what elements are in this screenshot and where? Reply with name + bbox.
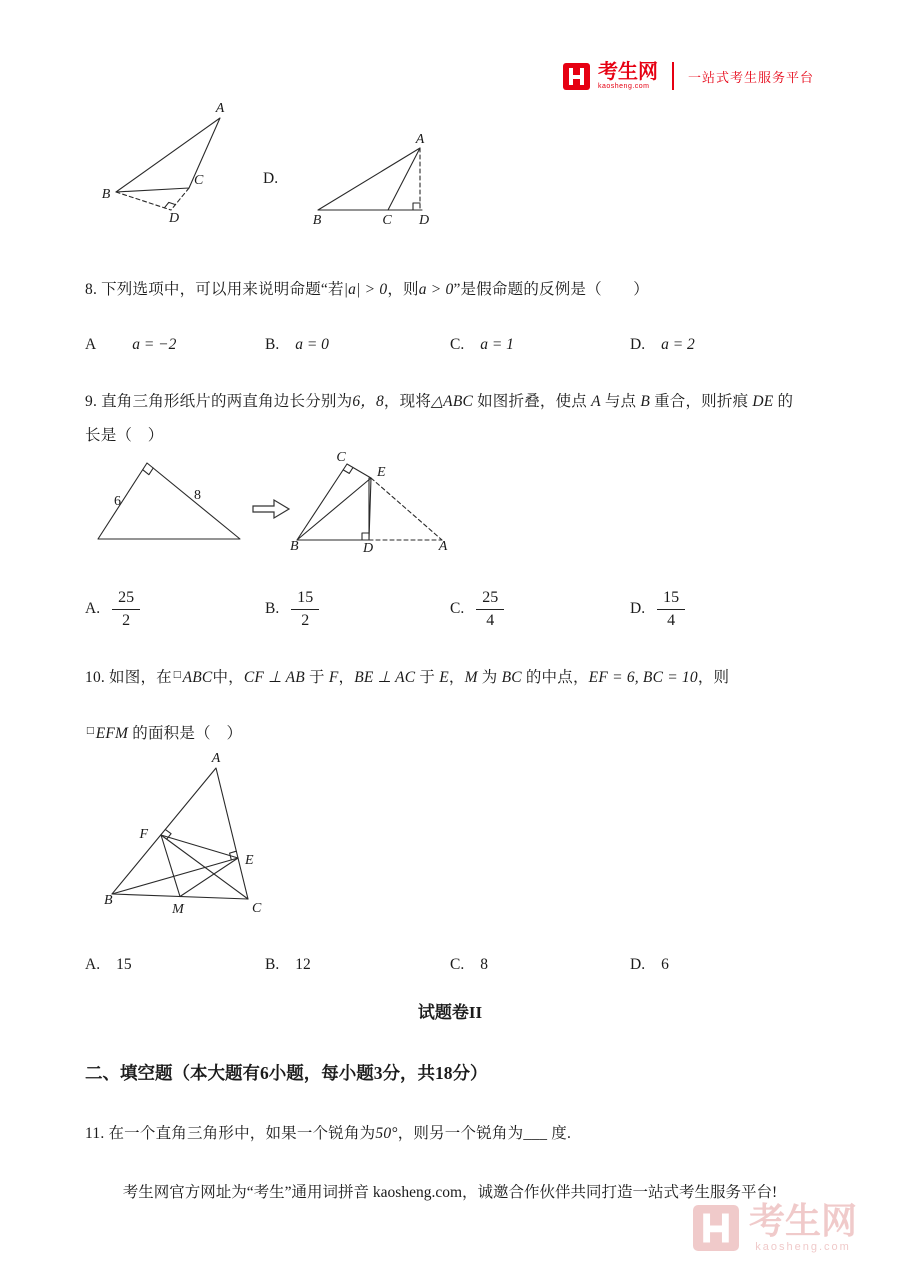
q9-option-a: A. $\frac{25}{2}$ bbox=[85, 584, 140, 634]
logo-divider bbox=[672, 62, 674, 90]
q8-options bbox=[0, 336, 900, 378]
q8-text: 8. 下列选项中，可以用来说明命题“若|a| > 0，则a > 0”是假命题的反例是（ ） bbox=[85, 281, 649, 298]
dashed-da-ea bbox=[369, 478, 442, 540]
vertex-label-e: E bbox=[377, 465, 386, 480]
logo-text bbox=[598, 62, 658, 90]
logo-tagline: 一站式考生服务平台 bbox=[687, 69, 814, 85]
footer-text: 考生网官方网址为“考生”通用词拼音 kaosheng.com，诚邀合作伙伴共同打造一站式考生服务平台! bbox=[122, 1184, 778, 1201]
side-label-6: 6 bbox=[114, 494, 121, 509]
logo-domain-text: kaosheng.com bbox=[597, 83, 650, 90]
vertex-label-c: C bbox=[194, 173, 204, 188]
q7-figure-left bbox=[96, 102, 251, 224]
right-angle-mark-apex bbox=[143, 468, 154, 475]
q10-option-d: D. 6 bbox=[630, 956, 669, 973]
q9-option-d: D. $\frac{15}{4}$ bbox=[630, 584, 685, 634]
q11-text: 11. 在一个直角三角形中，如果一个锐角为50°，则另一个锐角为___ 度. bbox=[85, 1125, 572, 1142]
vertex-label-d: D bbox=[418, 213, 430, 228]
q8-option-c: C. a = 1 bbox=[450, 336, 514, 353]
folded-triangle-lines bbox=[297, 464, 371, 540]
q9-text-line2: 长是（ ） bbox=[85, 427, 164, 444]
vertex-label-d: D bbox=[168, 211, 180, 224]
vertex-label-a: A bbox=[211, 752, 221, 766]
q8-option-b: B. a = 0 bbox=[265, 336, 329, 353]
vertex-label-m: M bbox=[172, 902, 184, 917]
q7-figure-right bbox=[310, 134, 458, 229]
q10-options bbox=[0, 956, 900, 998]
side-label-8: 8 bbox=[194, 488, 201, 503]
vertex-label-d: D bbox=[362, 541, 374, 554]
watermark-domain: kaosheng.com bbox=[755, 1241, 851, 1253]
triangle-efm bbox=[161, 835, 238, 897]
vertex-label-e: E bbox=[245, 853, 254, 868]
vertex-label-a: A bbox=[215, 102, 225, 116]
right-angle-mark-d bbox=[413, 203, 420, 210]
vertex-label-a: A bbox=[415, 134, 425, 147]
vertex-label-c: C bbox=[252, 901, 262, 916]
q10-option-c: C. 8 bbox=[450, 956, 488, 973]
q10-option-a: A. 15 bbox=[85, 956, 132, 973]
watermark-logo-icon bbox=[693, 1205, 739, 1251]
triangle-abcd bbox=[318, 148, 422, 210]
vertex-label-b: B bbox=[101, 187, 111, 202]
site-logo bbox=[563, 62, 814, 90]
vertex-label-a: A bbox=[438, 539, 448, 554]
q10-text-line2: □EFM 的面积是（ ） bbox=[86, 725, 243, 742]
watermark-text bbox=[749, 1200, 858, 1253]
watermark-brand: 考生网 bbox=[749, 1200, 858, 1241]
q8-option-a: A a = −2 bbox=[85, 336, 177, 353]
q9-figure-folded-triangle bbox=[287, 452, 455, 554]
logo-brand: 考生网 bbox=[597, 61, 658, 83]
kaosheng-logo-icon bbox=[563, 63, 590, 90]
q8-option-d: D. a = 2 bbox=[630, 336, 695, 353]
q9-figure-original-triangle bbox=[92, 455, 244, 550]
vertex-label-c: C bbox=[382, 213, 392, 228]
q10-figure bbox=[98, 752, 293, 920]
vertex-label-b: B bbox=[312, 213, 322, 228]
fold-arrow-icon bbox=[250, 497, 292, 521]
q9-options bbox=[0, 584, 900, 638]
right-angle-mark-d bbox=[362, 533, 369, 540]
triangle-abc bbox=[112, 768, 248, 899]
altitudes-cf-be bbox=[112, 835, 248, 899]
q10-text-line1: 10. 如图，在□ABC中，CF ⊥ AB 于 F，BE ⊥ AC 于 E，M 为 BC 的中点，EF = 6, BC = 10，则 bbox=[85, 669, 730, 686]
q10-option-b: B. 12 bbox=[265, 956, 311, 973]
vertex-label-f: F bbox=[139, 827, 148, 842]
q9-option-c: C. $\frac{25}{4}$ bbox=[450, 584, 504, 634]
kaosheng-watermark bbox=[693, 1200, 858, 1253]
triangle-abc bbox=[116, 118, 220, 192]
vertex-label-b: B bbox=[290, 539, 299, 554]
q7-option-d-label: D. bbox=[263, 170, 279, 187]
section-title: 试题卷II bbox=[417, 1003, 483, 1022]
vertex-label-c: C bbox=[336, 452, 346, 465]
q9-option-b: B. $\frac{15}{2}$ bbox=[265, 584, 319, 634]
fill-in-section-header: 二、填空题（本大题有6小题，每小题3分，共18分） bbox=[85, 1063, 488, 1083]
vertex-label-b: B bbox=[104, 893, 113, 908]
q9-text-line1: 9. 直角三角形纸片的两直角边长分别为6，8，现将△ABC 如图折叠，使点 A 与点 B 重合，则折痕 DE 的 bbox=[85, 393, 794, 410]
